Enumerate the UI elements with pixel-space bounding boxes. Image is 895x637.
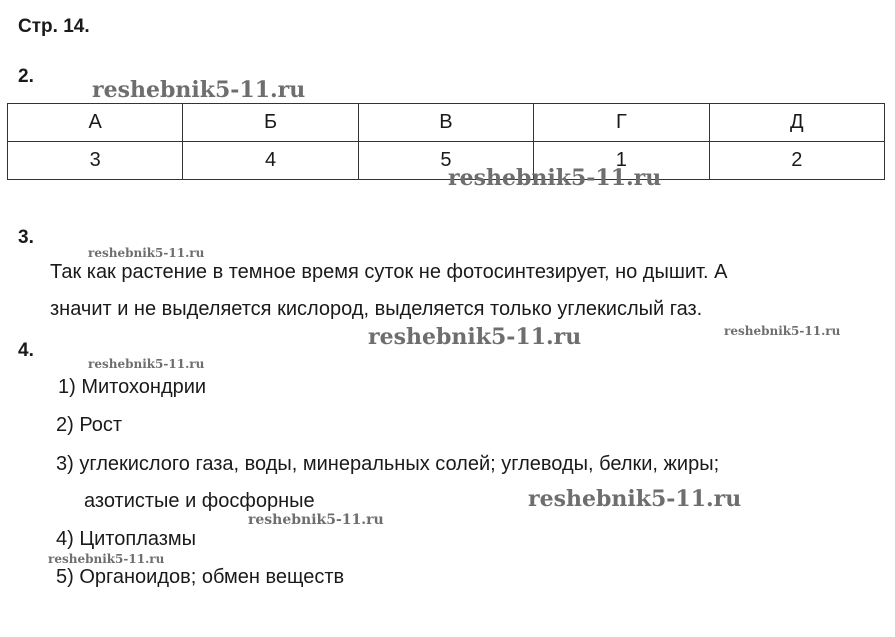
task-2-number: 2. [18, 66, 34, 87]
watermark: reshebnik5-11.ru [448, 165, 662, 191]
watermark: reshebnik5-11.ru [368, 324, 582, 350]
task-4-item-4: 4) Цитоплазмы [56, 528, 197, 550]
task-3-number: 3. [18, 227, 34, 248]
table-header-cell: А [8, 104, 183, 142]
table-value-cell: 1 [534, 142, 709, 180]
table-header-cell: Д [709, 104, 884, 142]
watermark: reshebnik5-11.ru [528, 486, 742, 512]
page-heading: Стр. 14. [18, 16, 90, 37]
table-value-row [8, 142, 885, 180]
watermark: reshebnik5-11.ru [92, 77, 306, 103]
table-header-cell: Б [183, 104, 358, 142]
table-header-row [8, 104, 885, 142]
task-4-item-2: 2) Рост [56, 414, 123, 436]
task-4-item-1: 1) Митохондрии [58, 376, 207, 398]
task-4-item-3: 3) углекислого газа, воды, минеральных солей; углеводы, белки, жиры; [56, 453, 720, 475]
table-value-cell: 2 [709, 142, 884, 180]
task-3-line-2: значит и не выделяется кислород, выделяется только углекислый газ. [50, 298, 703, 320]
table-value-cell: 4 [183, 142, 358, 180]
watermark: reshebnik5-11.ru [248, 512, 384, 528]
watermark: reshebnik5-11.ru [48, 552, 165, 566]
task-4-item-3-continued: азотистые и фосфорные [84, 490, 315, 512]
task-4-number: 4. [18, 340, 34, 361]
answer-table [7, 103, 885, 180]
watermark: reshebnik5-11.ru [88, 246, 205, 260]
table-header-cell: Г [534, 104, 709, 142]
task-3-line-1: Так как растение в темное время суток не фотосинтезирует, но дышит. А [50, 261, 728, 283]
watermark: reshebnik5-11.ru [88, 357, 205, 371]
table-value-cell: 5 [358, 142, 533, 180]
watermark: reshebnik5-11.ru [724, 324, 841, 338]
table-header-cell: В [358, 104, 533, 142]
table-value-cell: 3 [8, 142, 183, 180]
task-4-item-5: 5) Органоидов; обмен веществ [56, 566, 345, 588]
